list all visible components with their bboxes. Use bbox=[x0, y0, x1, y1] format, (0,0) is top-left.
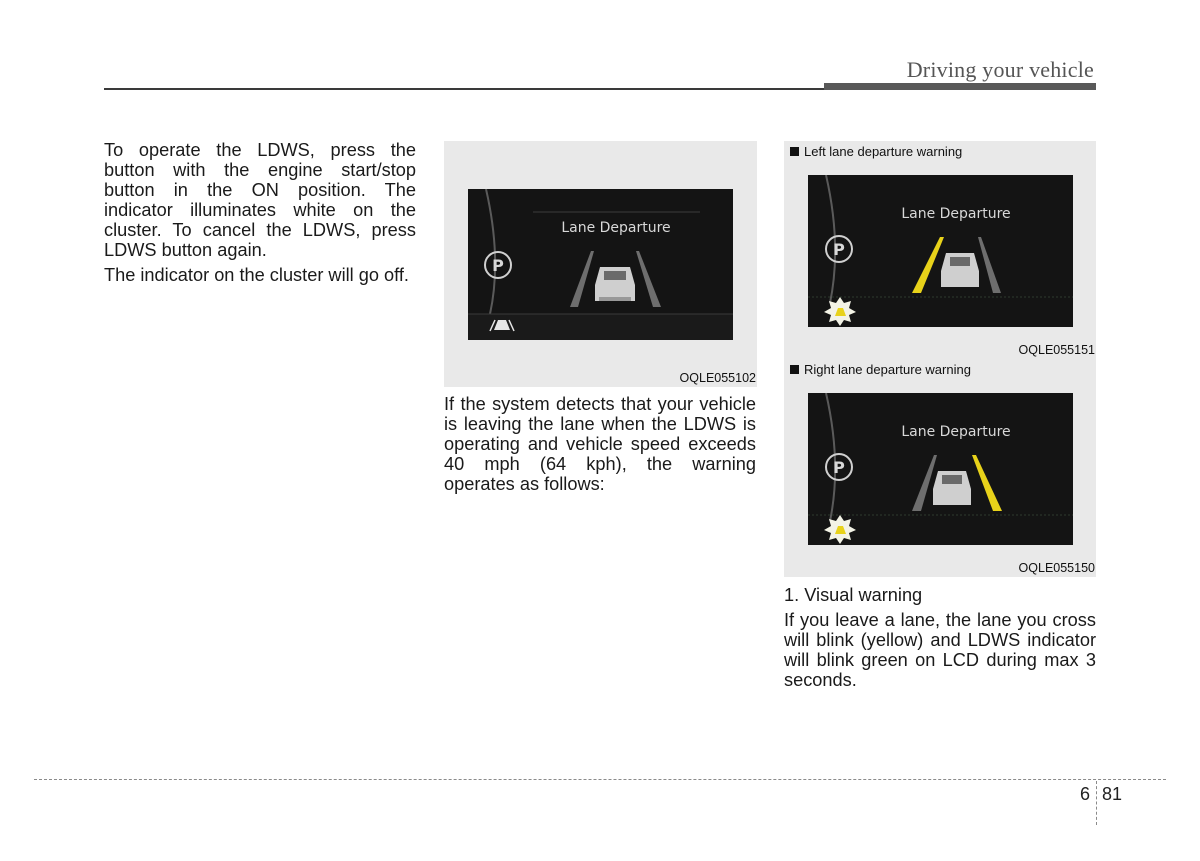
car-icon bbox=[941, 253, 979, 287]
heading-visual-warning: 1. Visual warning bbox=[784, 585, 923, 605]
chapter-number: 6 bbox=[1080, 784, 1091, 804]
screen-title: Lane Departure bbox=[901, 424, 1011, 440]
figure-right-lane-warning bbox=[784, 359, 1096, 577]
caption-text: Right lane departure warning bbox=[804, 362, 971, 377]
footer-divider bbox=[34, 779, 1166, 780]
gear-indicator: P bbox=[492, 256, 504, 275]
cluster-display bbox=[808, 175, 1073, 327]
footer-page-divider bbox=[1096, 781, 1097, 825]
paragraph-system-detects: If the system detects that your vehicle is leaving the lane when the LDWS is operating and vehicle speed exceeds 40 mph (64 kph), the warning operates as follows: bbox=[444, 394, 756, 494]
paragraph-operate-ldws: To operate the LDWS, press the button with the engine start/stop button in the ON position. The indicator illuminates white on the cluster. To cancel the LDWS, press LDWS button again. bbox=[104, 140, 416, 260]
gear-indicator: P bbox=[833, 458, 845, 477]
page-number: 81 bbox=[1102, 784, 1123, 804]
car-icon bbox=[933, 471, 971, 505]
screen-title: Lane Departure bbox=[561, 220, 671, 236]
paragraph-indicator-off: The indicator on the cluster will go off. bbox=[104, 265, 409, 285]
figure-left-lane-warning bbox=[784, 141, 1096, 359]
gear-indicator: P bbox=[833, 240, 845, 259]
header-rule bbox=[104, 88, 824, 90]
page-header-title: Driving your vehicle bbox=[906, 57, 1094, 82]
figure-caption bbox=[790, 362, 971, 377]
square-bullet-icon bbox=[790, 147, 799, 156]
cluster-display bbox=[468, 189, 733, 340]
figure-ldws-indicator bbox=[444, 141, 757, 387]
column-3-text bbox=[784, 585, 1096, 695]
square-bullet-icon bbox=[790, 365, 799, 374]
car-icon bbox=[595, 267, 635, 301]
figure-caption bbox=[790, 144, 962, 159]
cluster-display bbox=[808, 393, 1073, 545]
header-rule-accent bbox=[824, 83, 1096, 90]
caption-text: Left lane departure warning bbox=[804, 144, 963, 159]
paragraph-visual-warning: If you leave a lane, the lane you cross will blink (yellow) and LDWS indicator will blink green on LCD during max 3 seconds. bbox=[784, 610, 1096, 690]
figure-code: OQLE055102 bbox=[679, 371, 756, 385]
figure-code: OQLE055151 bbox=[1018, 343, 1095, 357]
screen-title: Lane Departure bbox=[901, 206, 1011, 222]
column-1-text bbox=[104, 140, 416, 290]
figure-code: OQLE055150 bbox=[1018, 561, 1095, 575]
